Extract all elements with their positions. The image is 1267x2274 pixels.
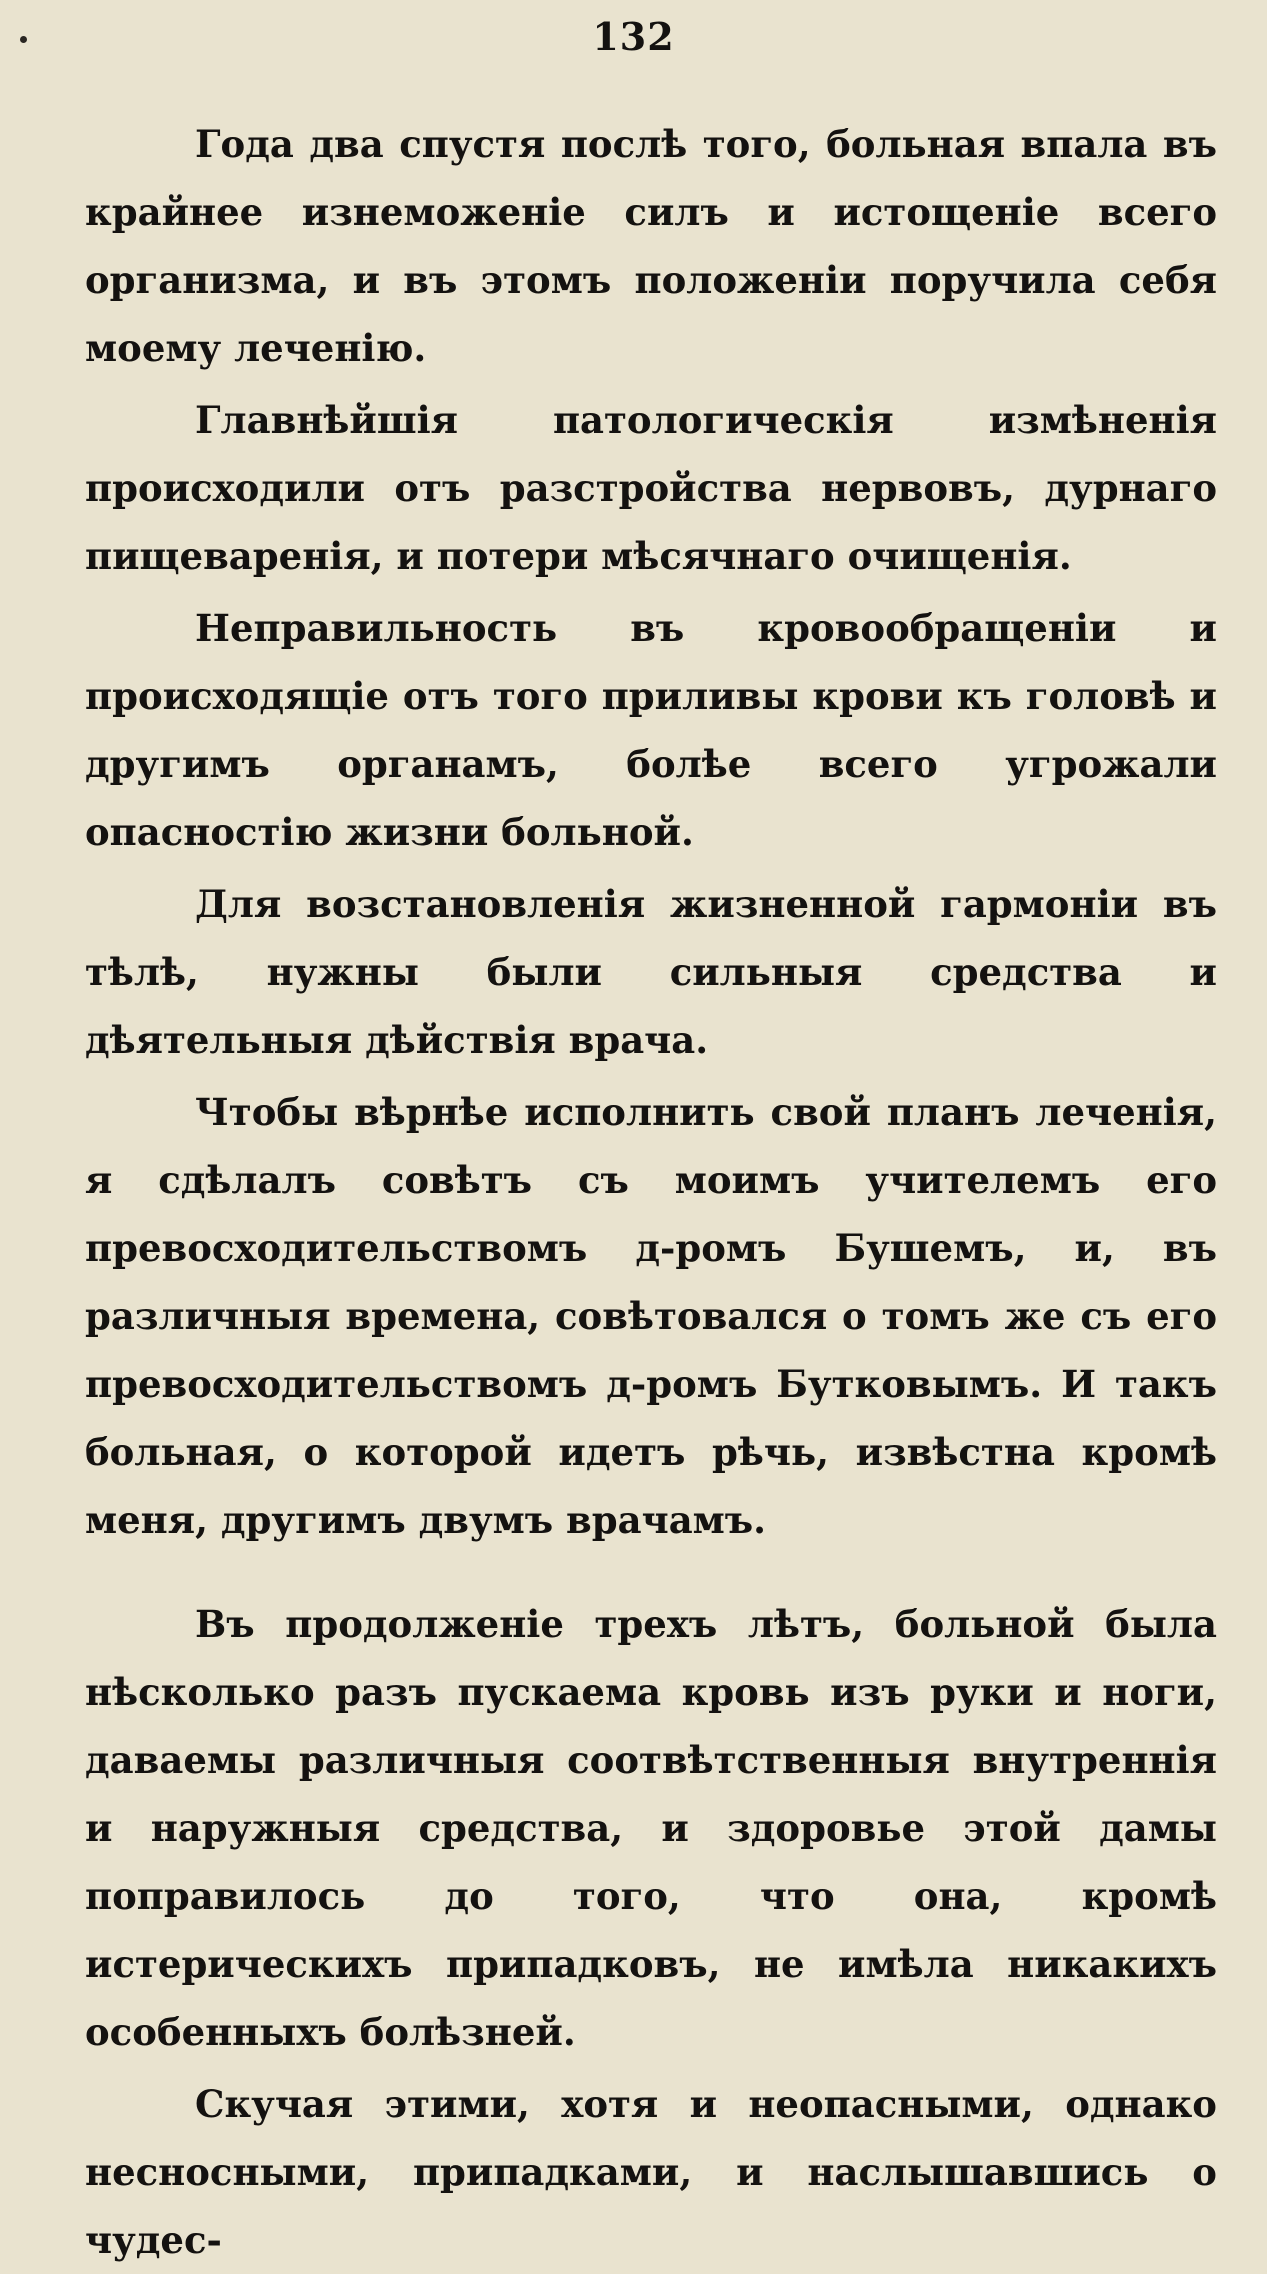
- paragraph-7: Скучая этими, хотя и неопасными, однако несносными, припадками, и наслышавшись о чудес-: [85, 2082, 1217, 2262]
- paragraph-6: Въ продолженiе трехъ лѣтъ, больной была нѣсколько разъ пускаема кровь изъ руки и ноги, даваемы различныя соотвѣтственныя внутреннiя и наружныя средства, и здоровье этой дамы поправилось до того, что она, кромѣ истерическихъ припадковъ, не имѣла никакихъ особенныхъ болѣзней.: [85, 1602, 1217, 2054]
- paragraph-5: Чтобы вѣрнѣе исполнить свой планъ леченiя, я сдѣлалъ совѣтъ съ моимъ учителемъ его превосходительствомъ д-ромъ Бушемъ, и, въ различныя времена, совѣтовался о томъ же съ его превосходительствомъ д-ромъ Бутковымъ. И такъ больная, о которой идетъ рѣчь, извѣстна кромѣ меня, другимъ двумъ врачамъ.: [85, 1090, 1217, 1542]
- paragraph-3: Неправильность въ кровообращенiи и происходящiе отъ того приливы крови къ головѣ и другимъ органамъ, болѣе всего угрожали опасностiю жизни больной.: [85, 606, 1217, 854]
- paragraph-1: Года два спустя послѣ того, больная впала въ крайнее изнеможенiе силъ и истощенiе всего организма, и въ этомъ положенiи поручила себя моему леченiю.: [85, 122, 1217, 370]
- paragraph-2: Главнѣйшiя патологическiя измѣненiя происходили отъ разстройства нервовъ, дурнаго пищеваренiя, и потери мѣсячнаго очищенiя.: [85, 398, 1217, 578]
- page-number: 132: [592, 14, 675, 59]
- body-text: [85, 110, 1217, 2274]
- paragraph-4: Для возстановленiя жизненной гармонiи въ тѣлѣ, нужны были сильныя средства и дѣятельныя дѣйствiя врача.: [85, 882, 1217, 1062]
